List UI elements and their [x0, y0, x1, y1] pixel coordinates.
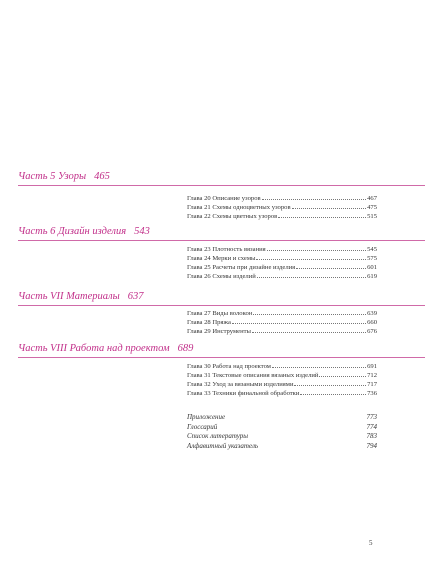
part-heading — [18, 226, 425, 241]
leader-dots — [292, 208, 367, 209]
leader-dots — [272, 367, 366, 368]
chapter-entry[interactable] — [187, 263, 377, 272]
leader-dots — [253, 314, 366, 315]
chapter-entry[interactable] — [187, 212, 377, 221]
part-title: Часть 6 Дизайн изделия — [18, 226, 127, 237]
part-page: 465 — [94, 171, 110, 182]
chapter-title: Глава 30 Работа над проектом — [187, 363, 271, 370]
chapter-entry[interactable] — [187, 327, 377, 336]
appendix-page: 794 — [366, 441, 377, 450]
part-title: Часть 5 Узоры — [18, 171, 87, 182]
chapter-list — [187, 362, 377, 398]
chapter-title: Глава 26 Схемы изделий — [187, 273, 256, 280]
chapter-entry[interactable] — [187, 380, 377, 389]
chapter-title: Глава 23 Плотность вязания — [187, 246, 266, 253]
appendix-entry[interactable] — [187, 423, 377, 433]
chapter-page: 545 — [367, 246, 377, 253]
appendix-entry[interactable] — [187, 432, 377, 442]
chapter-title: Глава 21 Схемы одноцветных узоров — [187, 204, 291, 211]
leader-dots — [296, 268, 366, 269]
chapter-title: Глава 20 Описание узоров — [187, 195, 261, 202]
appendix-title: Приложение — [187, 413, 226, 421]
part-page: 543 — [134, 226, 150, 237]
appendix-title: Глоссарий — [187, 422, 218, 431]
chapter-list — [187, 309, 377, 336]
leader-dots — [267, 250, 366, 251]
chapter-title: Глава 27 Виды волокон — [187, 310, 253, 317]
chapter-page: 575 — [367, 255, 377, 262]
part-title: Часть VIII Работа над проектом — [18, 343, 170, 354]
chapter-entry[interactable] — [187, 318, 377, 327]
chapter-entry[interactable] — [187, 194, 377, 203]
chapter-entry[interactable] — [187, 203, 377, 212]
appendix-title: Алфавитный указатель — [187, 441, 259, 450]
part-heading — [18, 291, 425, 306]
part-heading — [18, 171, 425, 186]
chapter-entry[interactable] — [187, 309, 377, 318]
chapter-entry[interactable] — [187, 362, 377, 371]
leader-dots — [257, 277, 366, 278]
part-heading — [18, 343, 425, 358]
appendix-page: 783 — [366, 432, 377, 440]
chapter-title: Глава 28 Пряжа — [187, 319, 231, 326]
chapter-page: 619 — [367, 273, 377, 280]
chapter-page: 676 — [367, 328, 377, 335]
leader-dots — [319, 376, 366, 377]
appendix-page: 773 — [366, 413, 377, 421]
leader-dots — [300, 394, 366, 395]
chapter-title: Глава 25 Расчеты при дизайне изделия — [187, 264, 296, 271]
leader-dots — [252, 332, 366, 333]
appendix-page: 774 — [366, 422, 377, 431]
chapter-page: 736 — [367, 390, 377, 397]
part-page: 637 — [127, 291, 144, 302]
appendix-entry[interactable] — [187, 442, 377, 452]
leader-dots — [278, 217, 366, 218]
chapter-page: 601 — [367, 264, 377, 271]
appendix-title: Список литературы — [187, 432, 248, 440]
appendix-list — [187, 413, 377, 451]
chapter-page: 467 — [367, 195, 377, 202]
chapter-page: 717 — [367, 381, 377, 388]
chapter-entry[interactable] — [187, 245, 377, 254]
chapter-page: 639 — [367, 310, 377, 317]
chapter-page: 475 — [367, 204, 377, 211]
part-title: Часть VII Материалы — [18, 291, 120, 302]
chapter-page: 660 — [367, 319, 377, 326]
leader-dots — [256, 259, 366, 260]
leader-dots — [294, 385, 366, 386]
chapter-entry[interactable] — [187, 371, 377, 380]
part-page: 689 — [177, 343, 194, 354]
chapter-list — [187, 245, 377, 281]
chapter-page: 515 — [367, 213, 377, 220]
chapter-title: Глава 29 Инструменты — [187, 328, 251, 335]
chapter-title: Глава 22 Схемы цветных узоров — [187, 213, 278, 220]
chapter-entry[interactable] — [187, 272, 377, 281]
chapter-list — [187, 194, 377, 221]
chapter-title: Глава 24 Мерки и схемы — [187, 255, 256, 262]
chapter-entry[interactable] — [187, 389, 377, 398]
chapter-page: 691 — [367, 363, 377, 370]
leader-dots — [232, 323, 366, 324]
page-number: 5 — [369, 539, 373, 547]
appendix-entry[interactable] — [187, 413, 377, 423]
chapter-title: Глава 32 Уход за вязаными изделиями — [187, 381, 294, 388]
chapter-entry[interactable] — [187, 254, 377, 263]
leader-dots — [262, 199, 366, 200]
chapter-page: 712 — [367, 372, 377, 379]
chapter-title: Глава 31 Текстовые описания вязаных изделий — [187, 372, 319, 379]
chapter-title: Глава 33 Техники финальной обработки — [187, 390, 300, 397]
